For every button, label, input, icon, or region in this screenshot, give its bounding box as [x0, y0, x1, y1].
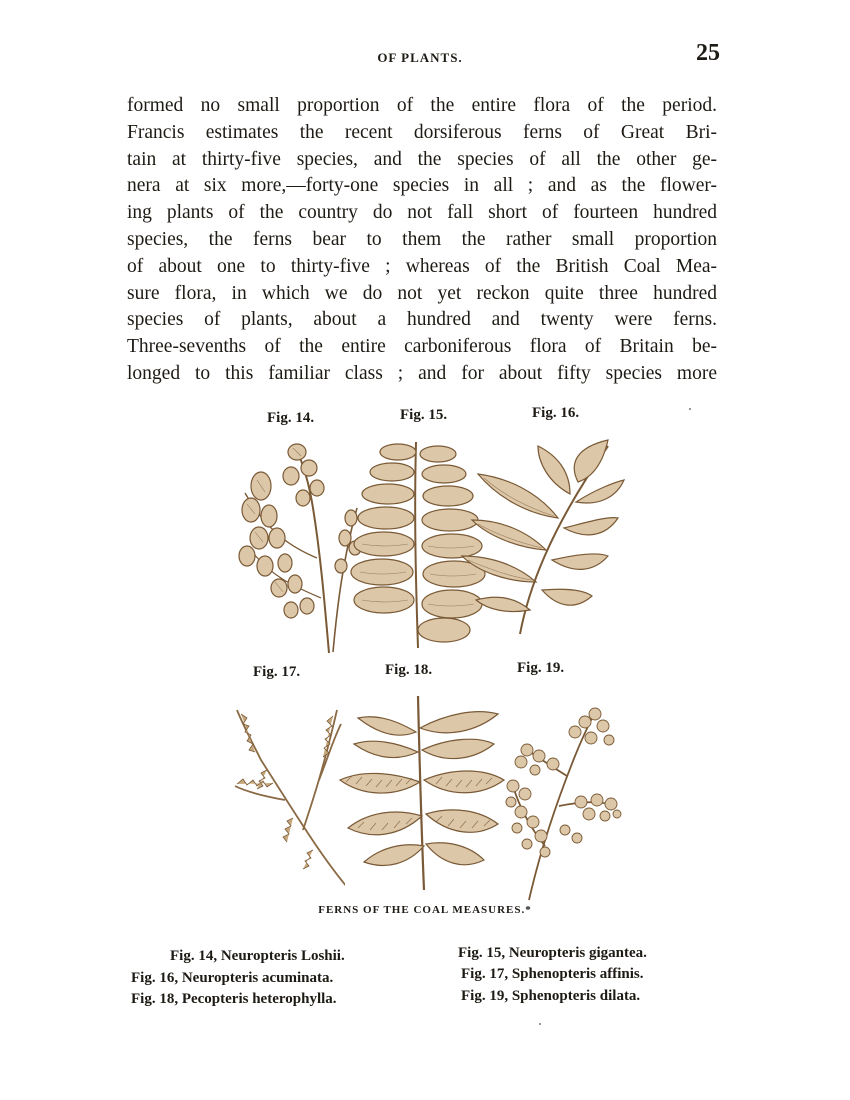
- body-line: species, the ferns bear to them the rather small proportion: [127, 228, 717, 250]
- fig-17-label: Fig. 17.: [253, 664, 301, 680]
- fig-19-engraving: [505, 706, 623, 902]
- body-line: formed no small proportion of the entire flora of the period.: [127, 95, 717, 116]
- legend-fig-16: Fig. 16, Neuropteris acuminata.: [131, 970, 334, 986]
- fig-16-engraving: [458, 432, 628, 637]
- legend-fig-15: Fig. 15, Neuropteris gigantea.: [458, 945, 647, 961]
- body-line: ing plants of the country do not fall short of fourteen hundred: [127, 202, 717, 224]
- plate-caption: FERNS OF THE COAL MEASURES.*: [318, 904, 532, 916]
- fig-15-label: Fig. 15.: [400, 407, 448, 423]
- running-title: OF PLANTS.: [377, 50, 463, 65]
- body-paragraph: [127, 93, 717, 388]
- paper-speck: [689, 408, 691, 410]
- body-line: Francis estimates the recent dorsiferous ferns of Great Bri-: [127, 121, 717, 143]
- body-line: sure flora, in which we do not yet reckon quite three hundred: [127, 282, 717, 304]
- legend-fig-17: Fig. 17, Sphenopteris affinis.: [461, 966, 644, 982]
- body-line: of about one to thirty-five ; whereas of the British Coal Mea-: [127, 255, 717, 277]
- fig-17-engraving: [233, 700, 345, 896]
- page-number: 25: [696, 40, 720, 66]
- fig-19-label: Fig. 19.: [517, 660, 565, 676]
- legend-fig-19: Fig. 19, Sphenopteris dilata.: [461, 988, 641, 1004]
- fig-18-label: Fig. 18.: [385, 662, 433, 678]
- fig-14-engraving: [233, 438, 363, 656]
- legend-fig-14: Fig. 14, Neuropteris Loshii.: [170, 948, 345, 964]
- body-line: Three-sevenths of the entire carboniferous flora of Britain be-: [127, 336, 717, 358]
- paper-speck: [539, 1023, 541, 1025]
- body-line: species of plants, about a hundred and twenty were ferns.: [127, 309, 717, 331]
- fig-18-engraving: [336, 692, 508, 892]
- running-head: [0, 40, 850, 72]
- body-line: nera at six more,—forty-one species in all ; and as the flower-: [127, 175, 717, 197]
- body-line: longed to this familiar class ; and for about fifty species more: [127, 362, 717, 384]
- fig-14-label: Fig. 14.: [267, 410, 315, 426]
- legend-fig-18: Fig. 18, Pecopteris heterophylla.: [131, 991, 337, 1007]
- fig-16-label: Fig. 16.: [532, 405, 580, 421]
- body-line: tain at thirty-five species, and the species of all the other ge-: [127, 148, 717, 170]
